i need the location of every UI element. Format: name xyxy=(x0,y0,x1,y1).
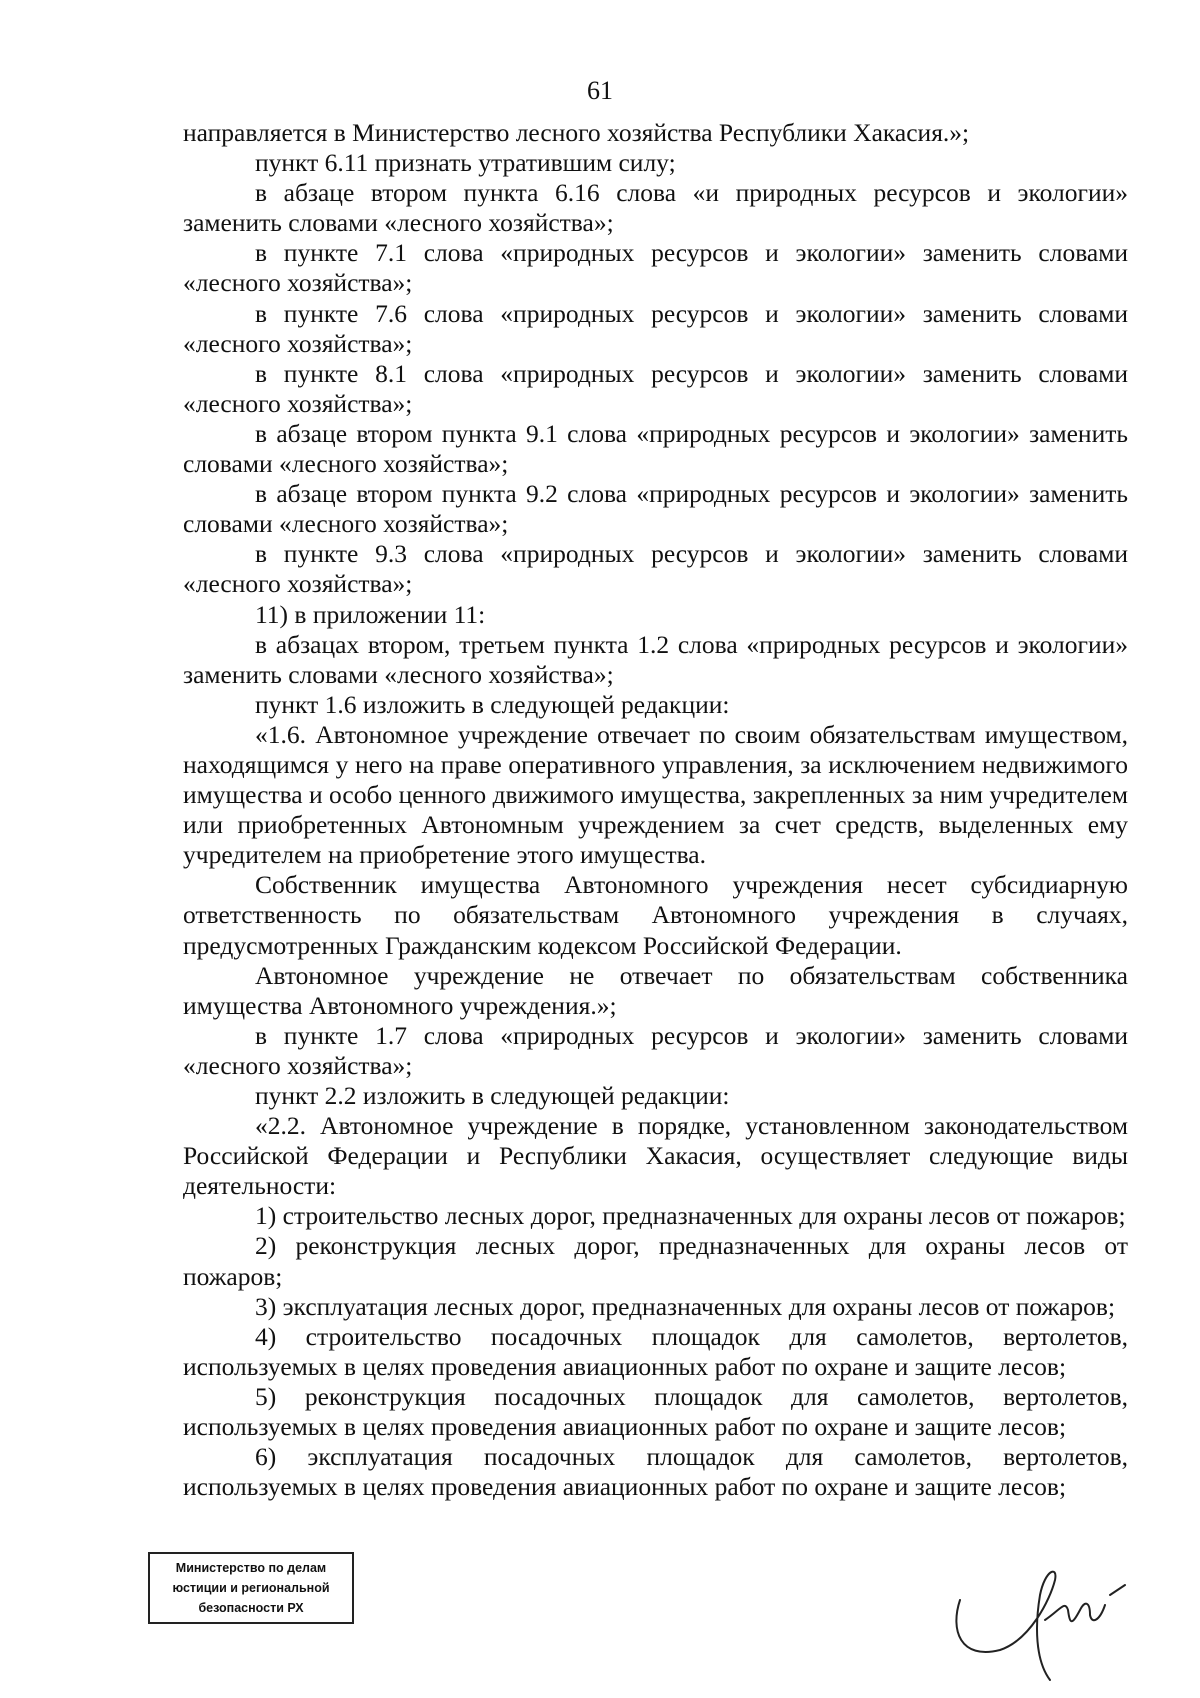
paragraph: пункт 2.2 изложить в следующей редакции: xyxy=(255,1081,730,1110)
stamp-line-2: юстиции и региональной xyxy=(172,1581,330,1595)
paragraph: пункт 6.11 признать утратившим силу; xyxy=(255,148,676,178)
document-body xyxy=(183,118,1128,1502)
paragraph: в пункте 7.6 слова «природных ресурсов и экологии» заменить словами «лесного хозяйства»; xyxy=(183,298,1128,358)
paragraph: 3) эксплуатация лесных дорог, предназначенных для охраны лесов от пожаров; xyxy=(255,1291,1116,1321)
paragraph: в пункте 8.1 слова «природных ресурсов и экологии» заменить словами «лесного хозяйства»; xyxy=(183,358,1128,418)
paragraph: в пункте 1.7 слова «природных ресурсов и экологии» заменить словами «лесного хозяйства»; xyxy=(183,1020,1128,1080)
paragraph: 4) строительство посадочных площадок для самолетов, вертолетов, используемых в целях проведения авиационных работ по охране и защите лесов; xyxy=(183,1321,1128,1381)
stamp-line-3: безопасности РХ xyxy=(198,1601,304,1615)
paragraph: направляется в Министерство лесного хозяйства Республики Хакасия.»; xyxy=(183,118,970,147)
stamp-line-1: Министерство по делам xyxy=(175,1561,327,1575)
paragraph: «1.6. Автономное учреждение отвечает по своим обязательствам имуществом, находящимся у него на праве оперативного управления, за исключением недвижимого имущества и особо ценного движимого имущества, закрепленных за ним учредителем или приобретенных Автономным учреждением за счет средств, выделенных ему учредителем на приобретение этого имущества. xyxy=(183,719,1128,870)
paragraph: пункт 1.6 изложить в следующей редакции: xyxy=(255,689,730,719)
paragraph: 6) эксплуатация посадочных площадок для самолетов, вертолетов, используемых в целях проведения авиационных работ по охране и защите лесов; xyxy=(183,1442,1128,1502)
paragraph: в абзаце втором пункта 9.2 слова «природных ресурсов и экологии» заменить словами «лесного хозяйства»; xyxy=(183,479,1128,539)
paragraph: в пункте 9.3 слова «природных ресурсов и экологии» заменить словами «лесного хозяйства»; xyxy=(183,539,1128,599)
paragraph: Автономное учреждение не отвечает по обязательствам собственника имущества Автономного учреждения.»; xyxy=(183,960,1128,1020)
paragraph: Собственник имущества Автономного учреждения несет субсидиарную ответственность по обязательствам Автономного учреждения в случаях, предусмотренных Гражданским кодексом Российской Федерации. xyxy=(183,870,1128,960)
paragraph: в абзацах втором, третьем пункта 1.2 слова «природных ресурсов и экологии» заменить словами «лесного хозяйства»; xyxy=(183,629,1128,689)
signature xyxy=(940,1540,1140,1690)
paragraph: в пункте 7.1 слова «природных ресурсов и экологии» заменить словами «лесного хозяйства»; xyxy=(183,238,1128,298)
paragraph: 2) реконструкция лесных дорог, предназначенных для охраны лесов от пожаров; xyxy=(183,1231,1128,1291)
paragraph: 5) реконструкция посадочных площадок для самолетов, вертолетов, используемых в целях проведения авиационных работ по охране и защите лесов; xyxy=(183,1381,1128,1442)
paragraph: 11) в приложении 11: xyxy=(255,599,486,629)
paragraph: в абзаце втором пункта 6.16 слова «и природных ресурсов и экологии» заменить словами «лесного хозяйства»; xyxy=(183,178,1128,238)
page-number: 61 xyxy=(587,76,613,105)
paragraph: 1) строительство лесных дорог, предназначенных для охраны лесов от пожаров; xyxy=(255,1201,1126,1231)
paragraph: «2.2. Автономное учреждение в порядке, установленном законодательством Российской Федерации и Республики Хакасия, осуществляет следующие виды деятельности: xyxy=(183,1111,1128,1201)
ministry-stamp xyxy=(148,1552,354,1624)
paragraph: в абзаце втором пункта 9.1 слова «природных ресурсов и экологии» заменить словами «лесного хозяйства»; xyxy=(183,418,1128,479)
